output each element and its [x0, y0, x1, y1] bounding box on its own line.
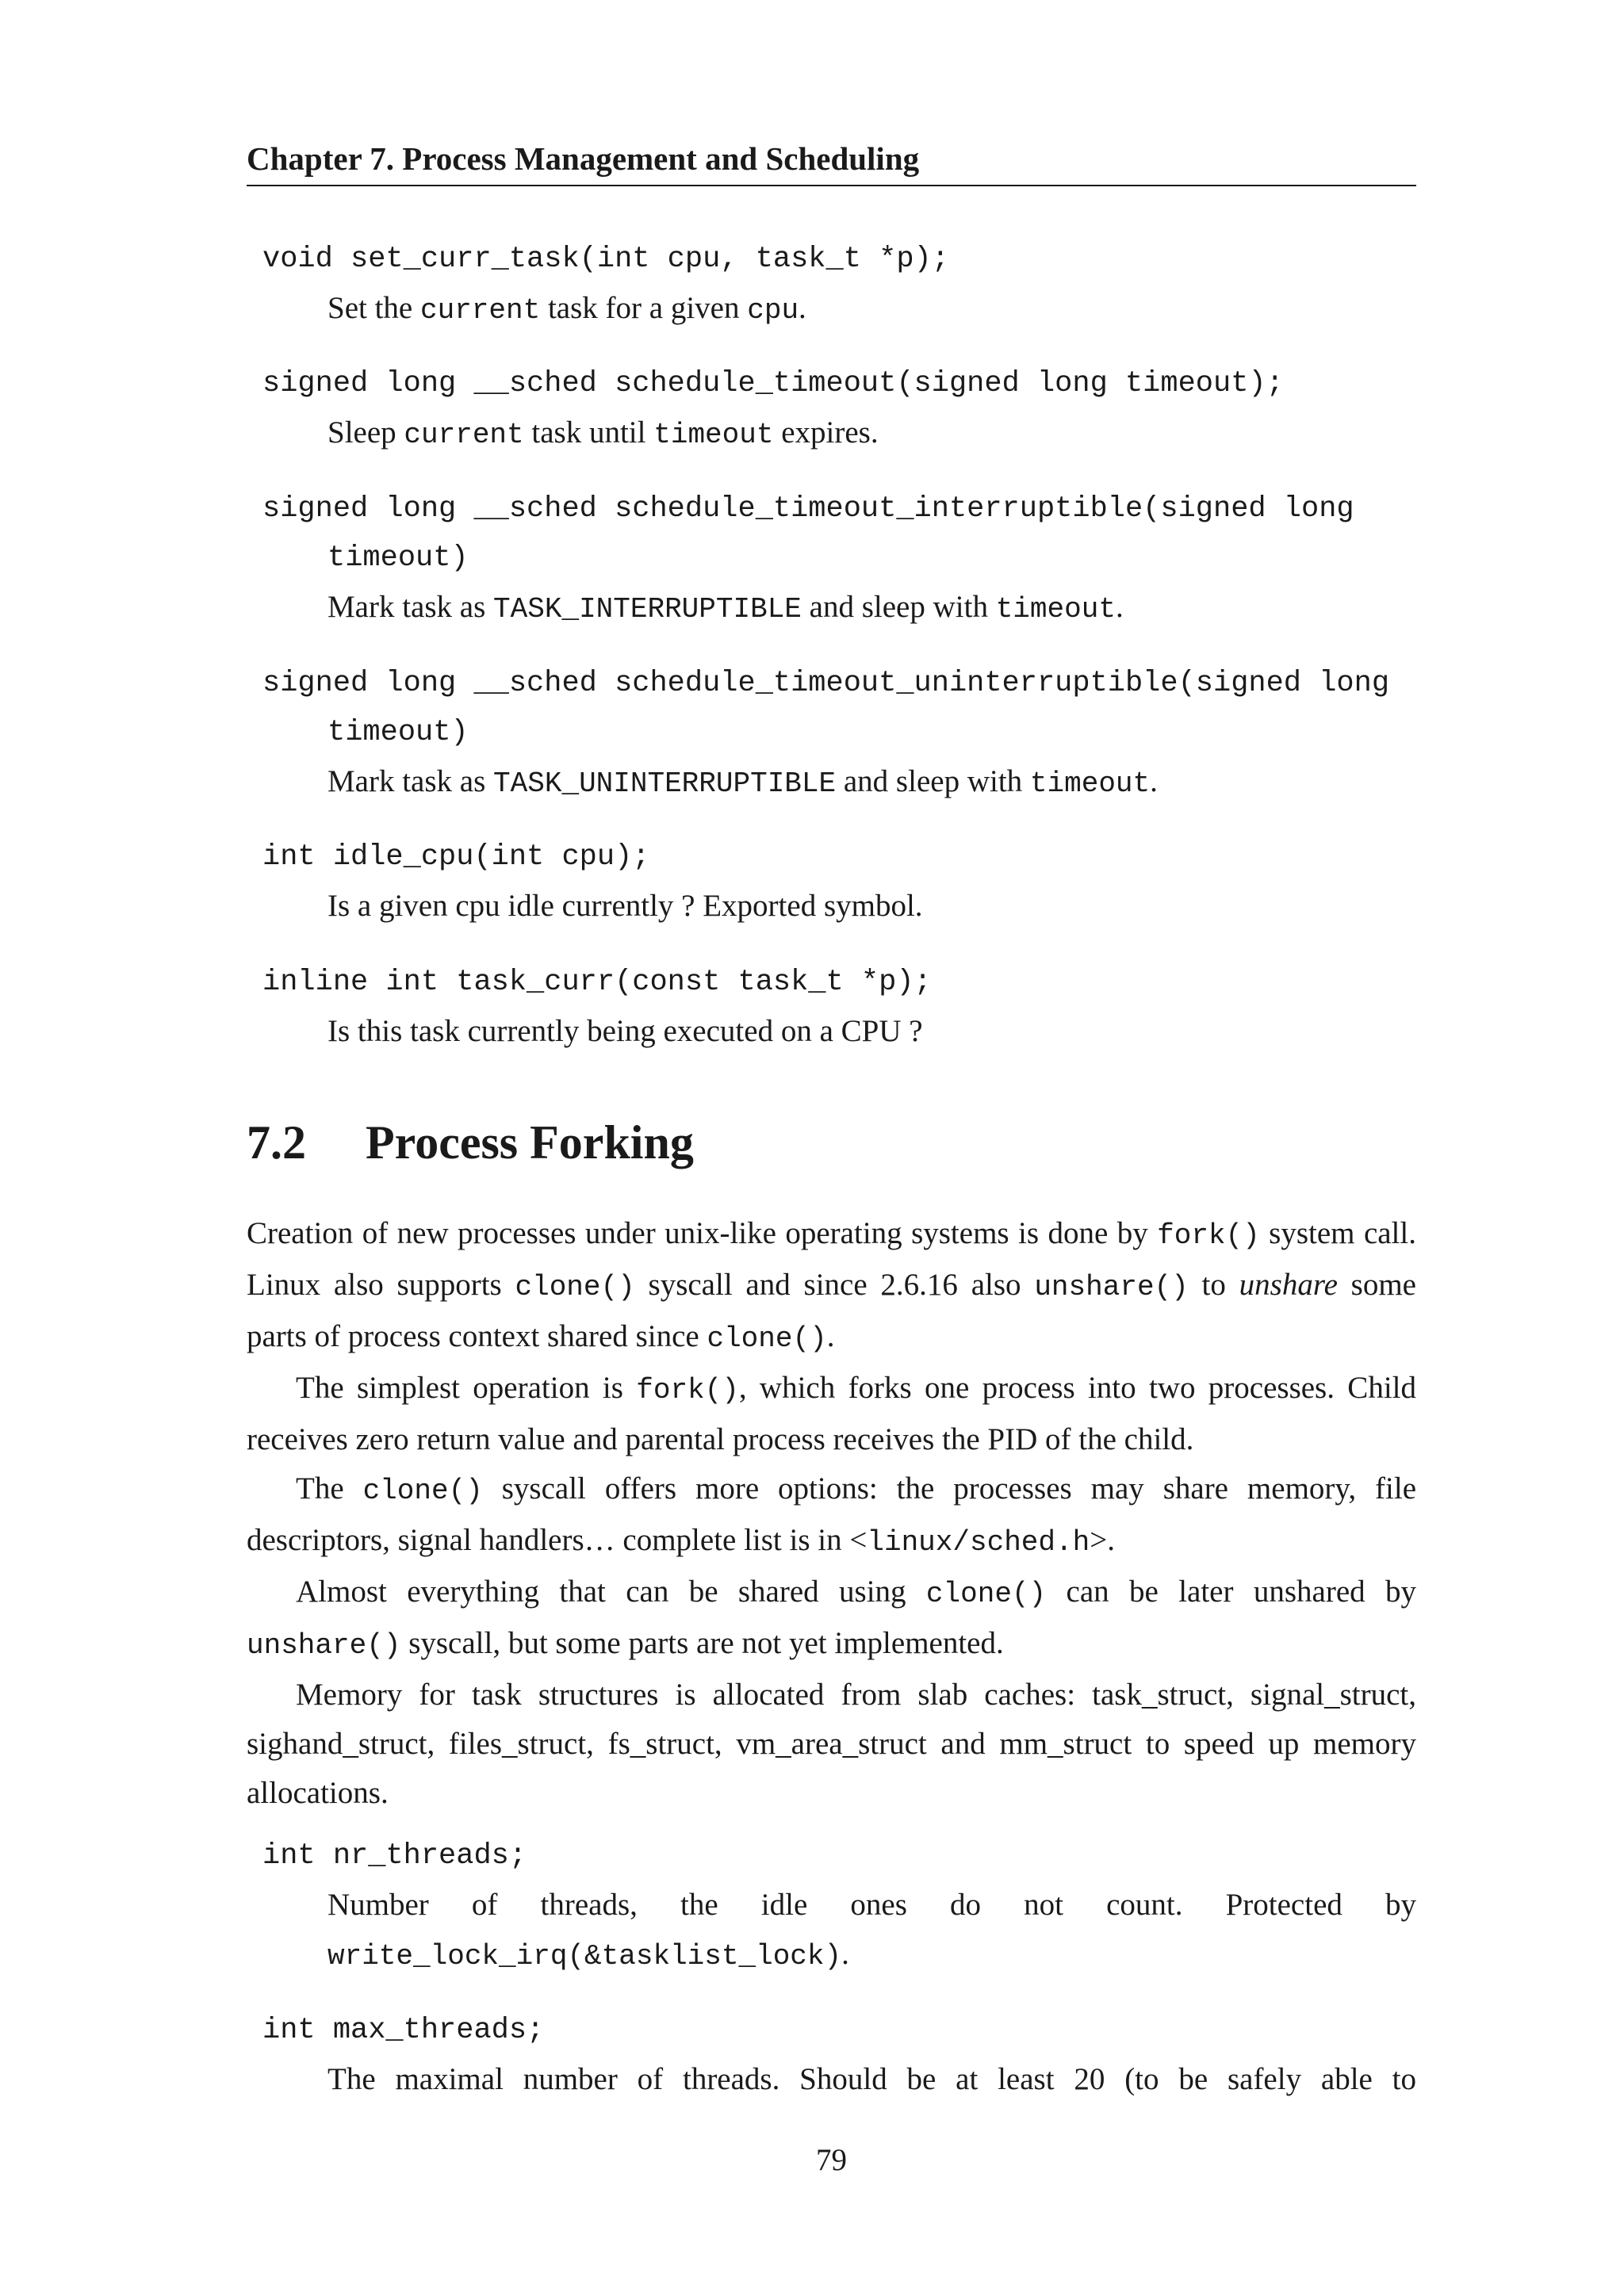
variable-description: The maximal number of threads. Should be at least 20 (to be safely able to	[327, 2062, 1416, 2096]
inline-code: TASK_INTERRUPTIBLE	[493, 593, 802, 626]
function-signature: int idle_cpu(int cpu);	[262, 840, 650, 874]
function-description: Mark task as TASK_UNINTERRUPTIBLE and sleep with timeout.	[327, 764, 1158, 800]
inline-code: linux/sched.h	[867, 1526, 1090, 1559]
variable-declaration: int max_threads;	[262, 2014, 545, 2047]
function-signature: signed long __sched schedule_timeout_interruptible(signed long	[262, 492, 1354, 526]
description-line	[327, 1930, 1416, 1981]
function-description: Sleep current task until timeout expires.	[327, 415, 879, 451]
document-page	[247, 0, 1416, 2296]
api-entry-schedule-timeout-interruptible	[262, 484, 1416, 634]
inline-code: current	[404, 419, 524, 451]
function-signature: signed long __sched schedule_timeout_uninterruptible(signed long	[262, 667, 1390, 700]
inline-code: timeout	[1029, 767, 1151, 800]
api-entry-task-curr	[262, 958, 1416, 1056]
inline-code: TASK_UNINTERRUPTIBLE	[493, 767, 837, 800]
running-head: Chapter 7. Process Management and Scheduling	[247, 140, 1416, 186]
inline-code: current	[419, 294, 541, 327]
paragraph: The simplest operation is fork(), which forks one process into two processes. Child receives zero return value and parental process receives the PID of the child.	[247, 1371, 1416, 1456]
inline-code: timeout	[653, 419, 774, 451]
description-line: Number of threads, the idle ones do not count. Protected by	[327, 1888, 1416, 1922]
paragraph: Almost everything that can be shared using clone() can be later unshared by unshare() syscall, but some parts are not yet implemented.	[247, 1575, 1416, 1662]
inline-code: cpu	[747, 294, 799, 327]
function-description: Set the current task for a given cpu.	[327, 291, 806, 327]
inline-code: clone()	[515, 1271, 635, 1303]
inline-code: unshare()	[1034, 1271, 1189, 1303]
paragraph: Creation of new processes under unix-like operating systems is done by fork() system call. Linux also supports clone() syscall and since 2.6.16 also unshare() to unshare some parts of process context shared since clone().	[247, 1216, 1416, 1355]
variable-description	[327, 1881, 1416, 1981]
function-signature-continuation: timeout)	[327, 541, 469, 575]
api-entry-max-threads	[262, 2006, 1416, 2104]
emphasis: unshare	[1239, 1268, 1338, 1302]
function-signature: inline int task_curr(const task_t *p);	[262, 966, 932, 999]
variable-declaration: int nr_threads;	[262, 1839, 527, 1873]
api-entry-idle-cpu	[262, 832, 1416, 931]
function-signature: signed long __sched schedule_timeout(signed long timeout);	[262, 367, 1284, 400]
paragraph: Memory for task structures is allocated from slab caches: task_struct, signal_struct, sighand_struct, files_struct, fs_struct, vm_area_struct and mm_struct to speed up memory allocations.	[247, 1678, 1416, 1810]
function-signature-continuation: timeout)	[327, 716, 469, 749]
paragraph: The clone() syscall offers more options: the processes may share memory, file descriptors, signal handlers… complete list is in <linux/sched.h>.	[247, 1471, 1417, 1559]
function-description: Is this task currently being executed on a CPU ?	[327, 1014, 923, 1048]
section-title: Process Forking	[366, 1116, 694, 1169]
function-description: Mark task as TASK_INTERRUPTIBLE and sleep with timeout.	[327, 590, 1124, 626]
section-body	[247, 1209, 1416, 1818]
function-description: Is a given cpu idle currently ? Exported symbol.	[327, 889, 923, 923]
section-heading	[247, 1114, 694, 1171]
section-number: 7.2	[247, 1116, 306, 1169]
api-entry-schedule-timeout	[262, 359, 1416, 460]
function-signature: void set_curr_task(int cpu, task_t *p);	[262, 243, 949, 276]
api-entry-nr-threads	[262, 1831, 1416, 1981]
api-entry-schedule-timeout-uninterruptible	[262, 659, 1416, 809]
page-number: 79	[816, 2143, 847, 2177]
inline-code: fork()	[1157, 1219, 1260, 1252]
inline-code: write_lock_irq(&tasklist_lock)	[327, 1940, 842, 1973]
punctuation: .	[841, 1937, 849, 1971]
inline-code: clone()	[707, 1322, 827, 1355]
inline-code: timeout	[995, 593, 1116, 626]
inline-code: unshare()	[247, 1629, 401, 1662]
inline-code: fork()	[636, 1374, 739, 1406]
api-entry-set-curr-task	[262, 235, 1416, 335]
inline-code: clone()	[925, 1578, 1047, 1610]
inline-code: clone()	[362, 1475, 483, 1507]
